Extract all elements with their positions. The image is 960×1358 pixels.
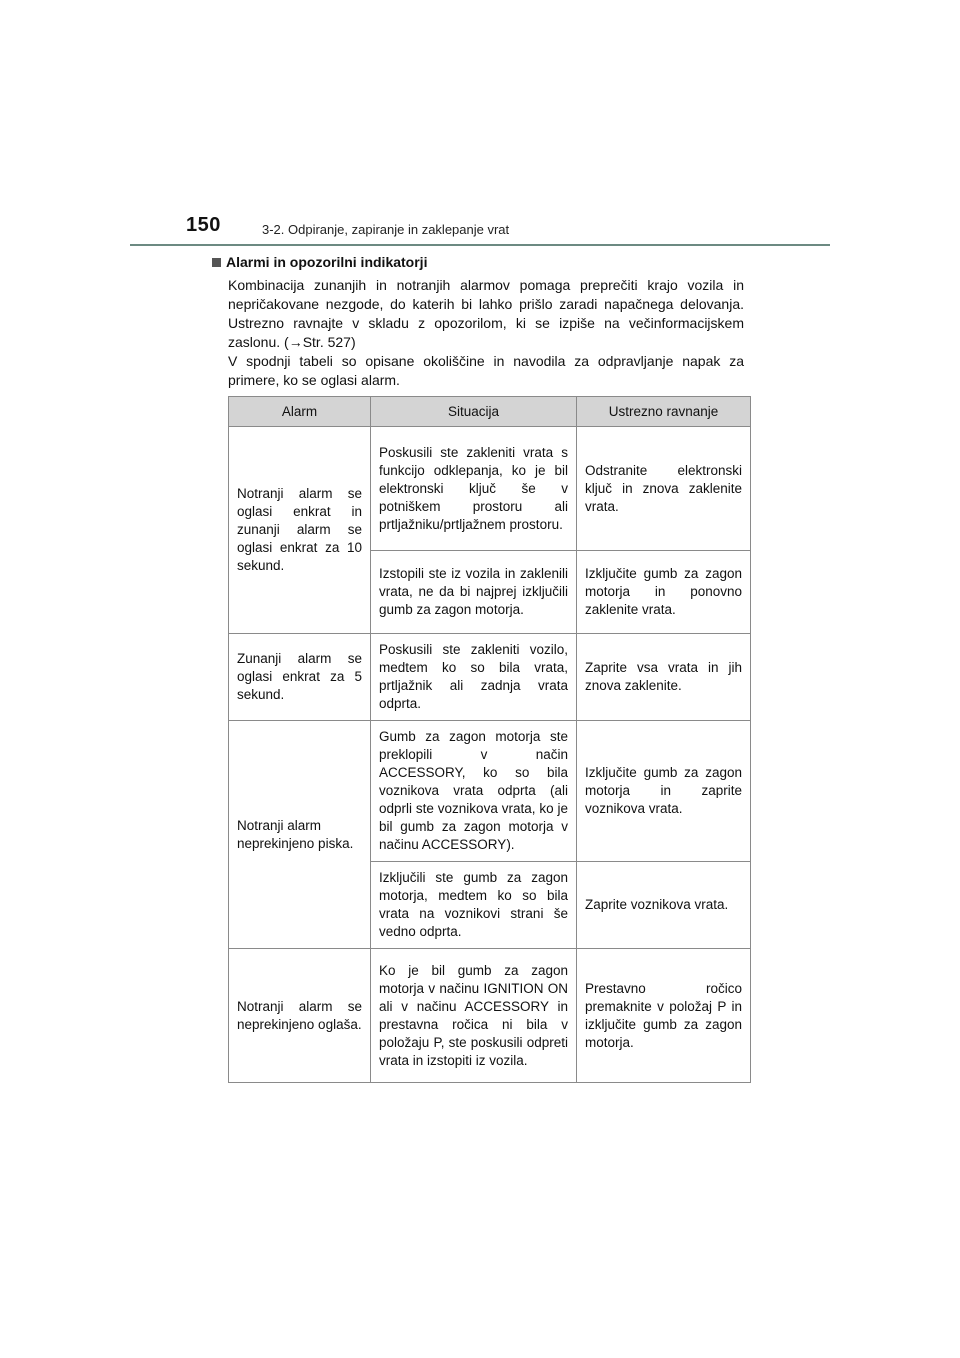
header-divider (130, 244, 830, 246)
action-cell: Zaprite vsa vrata in jih znova zaklenite. (577, 634, 751, 721)
situation-cell: Izključili ste gumb za zagon motorja, medtem ko so bila vrata na voznikovi strani še vedno odprta. (371, 862, 577, 949)
column-header-situation: Situacija (371, 397, 577, 427)
table-row (229, 949, 751, 1083)
table-intro-paragraph: V spodnji tabeli so opisane okoliščine in navodila za odpravljanje napak za primere, ko se oglasi alarm. (228, 353, 744, 388)
action-cell: Odstranite elektronski ključ in znova zaklenite vrata. (577, 427, 751, 551)
alarm-cell: Zunanji alarm se oglasi enkrat za 5 sekund. (229, 634, 371, 721)
column-header-alarm: Alarm (229, 397, 371, 427)
situation-cell: Izstopili ste iz vozila in zaklenili vrata, ne da bi najprej izključili gumb za zagon motorja. (371, 551, 577, 634)
square-bullet-icon (212, 258, 221, 267)
alarm-cell: Notranji alarm se oglasi enkrat in zunanji alarm se oglasi enkrat za 10 sekund. (229, 427, 371, 634)
subsection-heading (212, 254, 427, 270)
table-header-row (229, 397, 751, 427)
table-row (229, 427, 751, 551)
action-cell: Izključite gumb za zagon motorja in ponovno zaklenite vrata. (577, 551, 751, 634)
action-cell: Zaprite voznikova vrata. (577, 862, 751, 949)
table-row (229, 721, 751, 862)
situation-cell: Ko je bil gumb za zagon motorja v načinu IGNITION ON ali v načinu ACCESSORY in prestavna ročica ni bila v položaju P, ste poskusili odpreti vrata in izstopiti iz vozila. (371, 949, 577, 1083)
alarm-cell: Notranji alarm se neprekinjeno oglaša. (229, 949, 371, 1083)
table-row (229, 634, 751, 721)
alarm-cell: Notranji alarm neprekinjeno piska. (229, 721, 371, 949)
alarm-table (228, 396, 751, 1083)
situation-cell: Gumb za zagon motorja ste preklopili v način ACCESSORY, ko so bila voznikova vrata odprta (ali odprli ste voznikova vrata, ko je bil gumb za zagon motorja v načinu ACCESSORY). (371, 721, 577, 862)
subsection-heading-text: Alarmi in opozorilni indikatorji (226, 254, 428, 270)
page-number: 150 (186, 214, 221, 236)
section-title: 3-2. Odpiranje, zapiranje in zaklepanje vrat (262, 222, 510, 237)
situation-cell: Poskusili ste zakleniti vozilo, medtem ko so bila vrata, prtljažnik ali zadnja vrata odprta. (371, 634, 577, 721)
situation-cell: Poskusili ste zakleniti vrata s funkcijo odklepanja, ko je bil elektronski ključ še v potniškem prostoru ali prtljažniku/prtljažnem prostoru. (371, 427, 577, 551)
action-cell: Prestavno ročico premaknite v položaj P in izključite gumb za zagon motorja. (577, 949, 751, 1083)
intro-paragraph: Kombinacija zunanjih in notranjih alarmov pomaga preprečiti krajo vozila in nepričakovane nezgode, do katerih bi lahko prišlo zaradi napačnega delovanja. Ustrezno ravnajte v skladu z opozorilom, ki se izpiše na večinformacijskem zaslonu. (→Str. 527) (228, 277, 744, 350)
column-header-action: Ustrezno ravnanje (577, 397, 751, 427)
action-cell: Izključite gumb za zagon motorja in zaprite voznikova vrata. (577, 721, 751, 862)
